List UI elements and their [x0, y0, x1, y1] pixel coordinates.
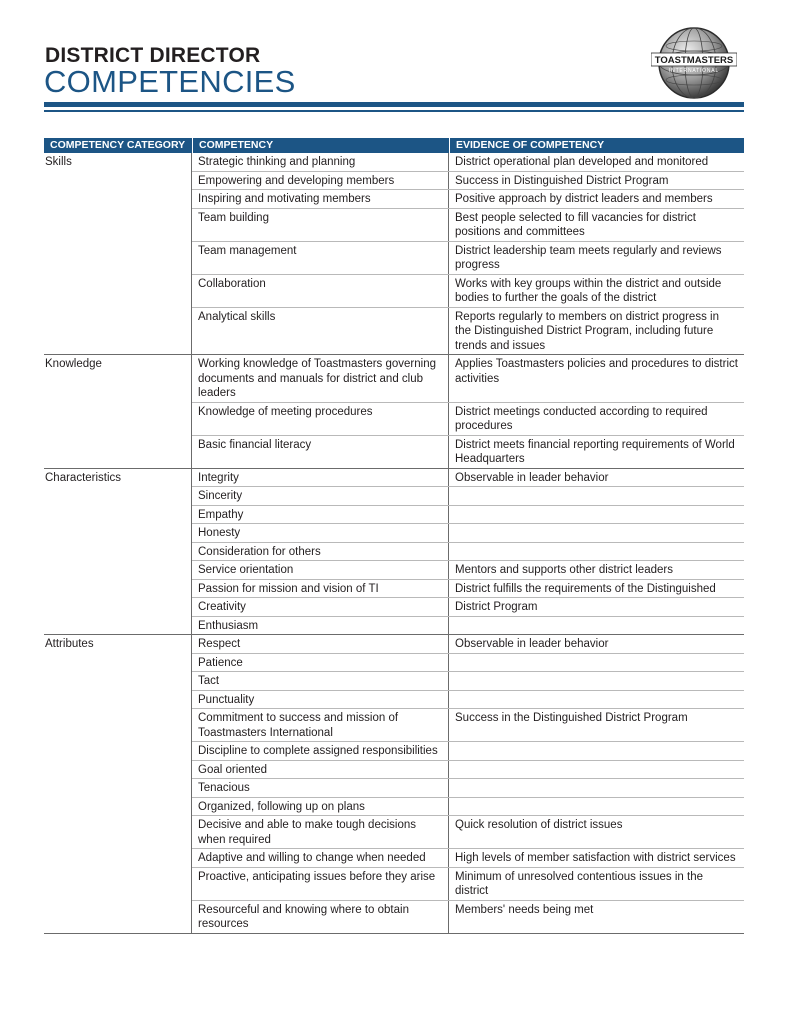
competency-cell: Discipline to complete assigned responsibilities — [198, 745, 438, 757]
table-row — [192, 436, 744, 468]
evidence-cell: District Program — [448, 598, 744, 616]
competency-cell: Honesty — [198, 527, 241, 539]
evidence-cell: Observable in leader behavior — [448, 469, 744, 487]
category-cell: Knowledge — [45, 358, 102, 370]
competency-cell: Passion for mission and vision of TI — [198, 582, 379, 595]
evidence-cell: Minimum of unresolved contentious issues in the district — [448, 868, 744, 900]
column-header-competency: COMPETENCY — [193, 138, 449, 153]
evidence-cell: High levels of member satisfaction with district services — [448, 849, 744, 867]
column-header-category: COMPETENCY CATEGORY — [44, 138, 192, 153]
table-row — [192, 798, 744, 817]
evidence-cell: Reports regularly to members on district progress in the Distinguished District Program, including future trends and issues — [448, 308, 744, 355]
evidence-cell — [448, 742, 744, 760]
competency-cell: Organized, following up on plans — [198, 800, 365, 813]
competency-cell: Patience — [198, 656, 243, 669]
competency-cell: Respect — [198, 638, 241, 650]
competency-cell: Tact — [198, 675, 220, 687]
competency-table — [44, 138, 744, 934]
competency-cell: Inspiring and motivating members — [198, 193, 371, 205]
evidence-cell: District fulfills the requirements of the Distinguished — [448, 580, 744, 598]
evidence-cell: Applies Toastmasters policies and procedures to district activities — [448, 355, 744, 402]
table-row — [192, 672, 744, 691]
competency-cell: Team building — [198, 211, 269, 224]
competency-cell: Basic financial literacy — [198, 438, 312, 451]
evidence-cell — [448, 798, 744, 816]
table-row — [192, 355, 744, 403]
evidence-cell: District leadership team meets regularly and reviews progress — [448, 242, 744, 274]
competency-cell: Adaptive and willing to change when needed — [198, 852, 426, 864]
competency-cell: Integrity — [198, 471, 239, 484]
logo-subtext: INTERNATIONAL — [668, 68, 720, 74]
table-row — [192, 487, 744, 506]
table-row — [192, 779, 744, 798]
table-row — [192, 598, 744, 617]
evidence-cell: District meetings conducted according to required procedures — [448, 403, 744, 435]
table-row — [192, 691, 744, 710]
table-row — [192, 403, 744, 436]
table-row — [192, 816, 744, 849]
category-rows — [191, 355, 744, 468]
table-row — [192, 868, 744, 901]
competency-cell: Empathy — [198, 508, 244, 521]
evidence-cell: Success in Distinguished District Program — [448, 172, 744, 190]
competency-cell: Resourceful and knowing where to obtain resources — [198, 903, 409, 930]
evidence-cell: Mentors and supports other district leaders — [448, 561, 744, 579]
category-cell: Skills — [45, 156, 72, 168]
category-rows — [191, 635, 744, 933]
evidence-cell — [448, 617, 744, 635]
category-cell: Attributes — [45, 638, 94, 650]
category-rows — [191, 469, 744, 635]
column-header-evidence: EVIDENCE OF COMPETENCY — [450, 138, 744, 153]
evidence-cell — [448, 761, 744, 779]
table-row — [192, 901, 744, 933]
table-row — [192, 524, 744, 543]
competency-cell: Consideration for others — [198, 545, 321, 558]
competency-cell: Collaboration — [198, 277, 266, 290]
title-line-1: DISTRICT DIRECTOR — [45, 44, 261, 67]
competency-cell: Tenacious — [198, 782, 250, 794]
table-row — [192, 617, 744, 635]
header-rule-thick — [44, 102, 744, 107]
competency-cell: Decisive and able to make tough decisions when required — [198, 819, 416, 846]
competency-cell: Empowering and developing members — [198, 174, 395, 187]
competency-cell: Enthusiasm — [198, 619, 259, 632]
table-row — [192, 275, 744, 308]
evidence-cell — [448, 524, 744, 542]
evidence-cell: Quick resolution of district issues — [448, 816, 744, 848]
competency-cell: Knowledge of meeting procedures — [198, 405, 373, 418]
table-body — [44, 153, 744, 934]
evidence-cell: Members' needs being met — [448, 901, 744, 933]
table-row — [192, 209, 744, 242]
competency-cell: Strategic thinking and planning — [198, 156, 356, 168]
table-row — [192, 506, 744, 525]
evidence-cell — [448, 487, 744, 505]
evidence-cell: Best people selected to fill vacancies for district positions and committees — [448, 209, 744, 241]
evidence-cell — [448, 543, 744, 561]
category-group — [44, 469, 744, 636]
evidence-cell: Observable in leader behavior — [448, 635, 744, 653]
table-row — [192, 242, 744, 275]
evidence-cell — [448, 654, 744, 672]
table-row — [192, 172, 744, 191]
competency-cell: Punctuality — [198, 693, 255, 706]
table-row — [192, 654, 744, 673]
evidence-cell — [448, 672, 744, 690]
table-row — [192, 153, 744, 172]
evidence-cell: Positive approach by district leaders and members — [448, 190, 744, 208]
category-cell: Characteristics — [45, 471, 122, 484]
table-row — [192, 761, 744, 780]
table-header — [44, 138, 744, 153]
competency-cell: Creativity — [198, 601, 246, 613]
table-row — [192, 308, 744, 355]
evidence-cell: Works with key groups within the district and outside bodies to further the goals of the district — [448, 275, 744, 307]
table-row — [192, 469, 744, 488]
competency-cell: Commitment to success and mission of Toastmasters International — [198, 712, 399, 739]
table-row — [192, 709, 744, 742]
title-line-2: COMPETENCIES — [44, 64, 296, 99]
competency-cell: Proactive, anticipating issues before they arise — [198, 870, 436, 883]
header-rule-thin — [44, 110, 744, 112]
competency-cell: Sincerity — [198, 490, 243, 502]
category-group — [44, 153, 744, 355]
competency-cell: Working knowledge of Toastmasters governing documents and manuals for district and club leaders — [198, 358, 437, 399]
category-group — [44, 355, 744, 469]
competency-cell: Analytical skills — [198, 310, 276, 323]
table-row — [192, 849, 744, 868]
toastmasters-logo — [651, 26, 737, 100]
competency-cell: Goal oriented — [198, 763, 268, 776]
evidence-cell — [448, 691, 744, 709]
table-row — [192, 635, 744, 654]
table-row — [192, 580, 744, 599]
table-row — [192, 543, 744, 562]
table-row — [192, 742, 744, 761]
table-row — [192, 190, 744, 209]
evidence-cell: District operational plan developed and monitored — [448, 153, 744, 171]
logo-text: TOASTMASTERS — [654, 55, 734, 66]
competency-cell: Team management — [198, 244, 297, 257]
competency-cell: Service orientation — [198, 564, 294, 576]
table-row — [192, 561, 744, 580]
evidence-cell — [448, 779, 744, 797]
evidence-cell: District meets financial reporting requirements of World Headquarters — [448, 436, 744, 468]
category-group — [44, 635, 744, 934]
category-rows — [191, 153, 744, 354]
evidence-cell — [448, 506, 744, 524]
evidence-cell: Success in the Distinguished District Program — [448, 709, 744, 741]
